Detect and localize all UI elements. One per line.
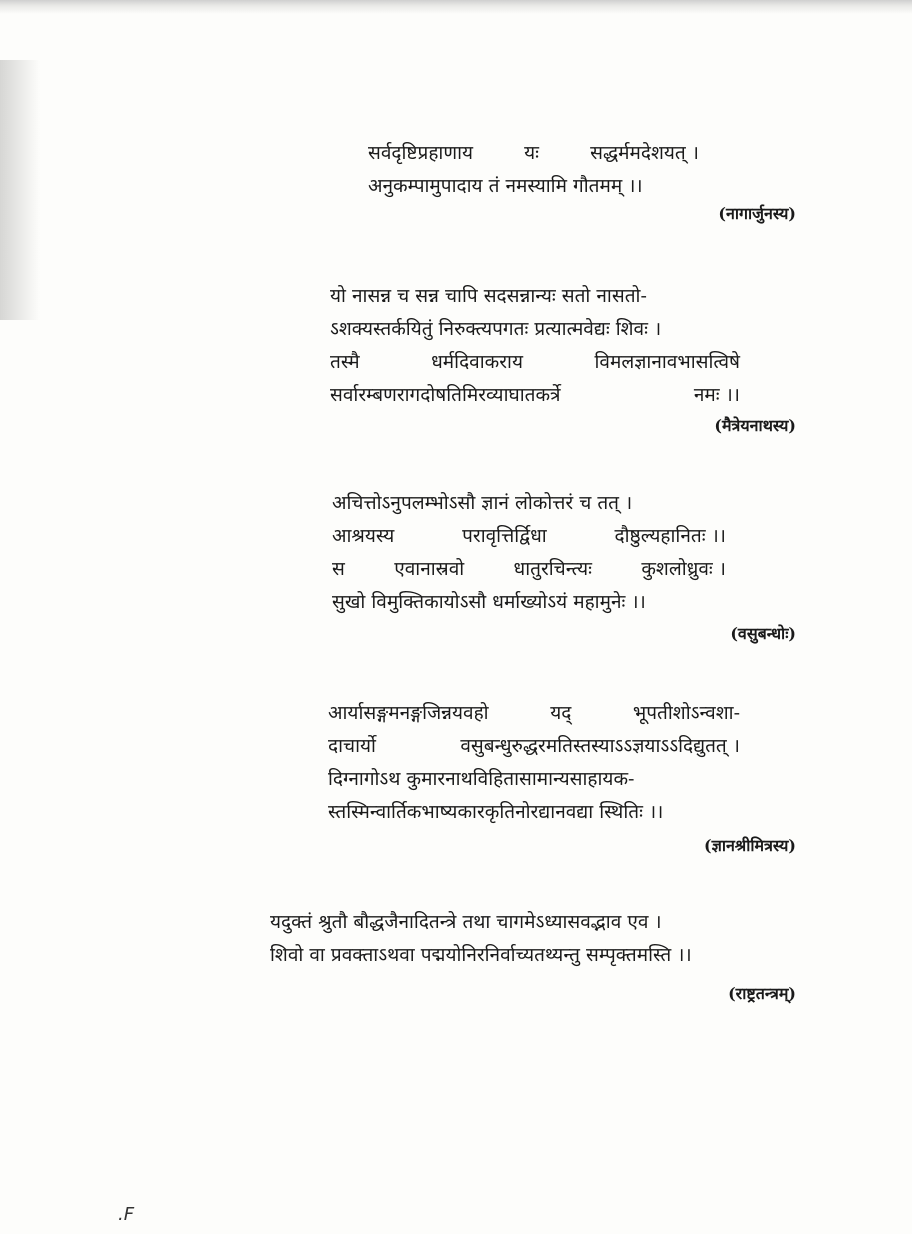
verse-line [368, 170, 699, 203]
verse-line [270, 939, 793, 972]
verse-line [330, 346, 740, 379]
verse-line [328, 697, 740, 730]
verse-stanza-5 [270, 906, 793, 972]
verse-word: धातुरचिन्त्यः [513, 558, 592, 580]
verse-word: दिग्नागोऽथ कुमारनाथविहितासामान्यसाहायक- [328, 768, 635, 790]
verse-stanza-2 [330, 280, 740, 412]
verse-line [332, 586, 726, 619]
verse-line [332, 487, 726, 520]
verse-word: सर्वारम्बणरागदोषतिमिरव्याघातकर्त्रे [330, 384, 561, 406]
verse-stanza-3 [332, 487, 726, 619]
verse-word: यः [524, 142, 539, 164]
verse-word: नमः ।। [693, 384, 740, 406]
verse-word: यदुक्तं श्रुतौ बौद्धजैनादितन्त्रे तथा चागमेऽध्यासवद्भाव एव । [270, 911, 662, 933]
verse-word: सुखो विमुक्तिकायोऽसौ धर्माख्योऽयं महामुनेः ।। [332, 591, 646, 613]
verse-word: शिवो वा प्रवक्ताऽथवा पद्मयोनिरनिर्वाच्यतथ्यन्तु सम्पृक्तमस्ति ।। [270, 944, 692, 966]
verse-line [270, 906, 793, 939]
verse-word: ऽशक्यस्तर्कयितुं निरुक्त्यपगतः प्रत्यात्मवेद्यः शिवः । [330, 318, 662, 340]
verse-line [332, 520, 726, 553]
scan-top-edge [0, 0, 912, 14]
verse-line [368, 137, 699, 170]
verse-word: आश्रयस्य [332, 525, 395, 547]
verse-word: सर्वदृष्टिप्रहाणाय [368, 142, 474, 164]
verse-word: वसुबन्धुरुद्धरमतिस्तस्याऽऽज्ञयाऽऽदिद्युतत् । [460, 735, 740, 757]
verse-attribution: (मैत्रेयनाथस्य) [714, 416, 796, 435]
verse-attribution: (ज्ञानश्रीमित्रस्य) [704, 836, 796, 855]
verse-word: कुशलोध्रुवः । [641, 558, 726, 580]
verse-attribution: (वसुबन्धोः) [730, 624, 796, 643]
verse-line [328, 763, 740, 796]
verse-word: विमलज्ञानावभासत्विषे [594, 351, 740, 373]
verse-stanza-4 [328, 697, 740, 829]
verse-word: एवानास्रवो [394, 558, 465, 580]
scan-left-shadow [0, 60, 40, 320]
page-mark: .F [118, 1204, 135, 1225]
verse-word: परावृत्तिर्द्विधा [462, 525, 547, 547]
verse-line [330, 280, 740, 313]
verse-word: स [332, 558, 345, 580]
verse-line [328, 730, 740, 763]
verse-word: दौष्ठुल्यहानितः ।। [614, 525, 726, 547]
verse-stanza-1 [368, 137, 699, 203]
verse-word: सद्धर्ममदेशयत् । [590, 142, 699, 164]
verse-attribution: (राष्ट्रतन्त्रम्) [728, 984, 796, 1003]
verse-word: अचित्तोऽनुपलम्भोऽसौ ज्ञानं लोकोत्तरं च तत् । [332, 492, 633, 514]
verse-line [330, 313, 740, 346]
verse-line [332, 553, 726, 586]
verse-word: यद् [550, 702, 572, 724]
verse-line [328, 796, 740, 829]
verse-word: अनुकम्पामुपादाय तं नमस्यामि गौतमम् ।। [368, 175, 643, 197]
verse-line [330, 379, 740, 412]
verse-word: भूपतीशोऽन्वशा- [632, 702, 740, 724]
verse-word: स्तस्मिन्वार्तिकभाष्यकारकृतिनोरद्यानवद्या स्थितिः ।। [328, 801, 664, 823]
verse-attribution: (नागार्जुनस्य) [718, 204, 796, 223]
verse-word: आर्यासङ्गमनङ्गजिन्नयवहो [328, 702, 489, 724]
verse-word: धर्मदिवाकराय [431, 351, 523, 373]
verse-word: तस्मै [330, 351, 360, 373]
verse-word: यो नासन्न च सन्न चापि सदसन्नान्यः सतो नासतो- [330, 285, 647, 307]
verse-word: दाचार्यो [328, 735, 376, 757]
